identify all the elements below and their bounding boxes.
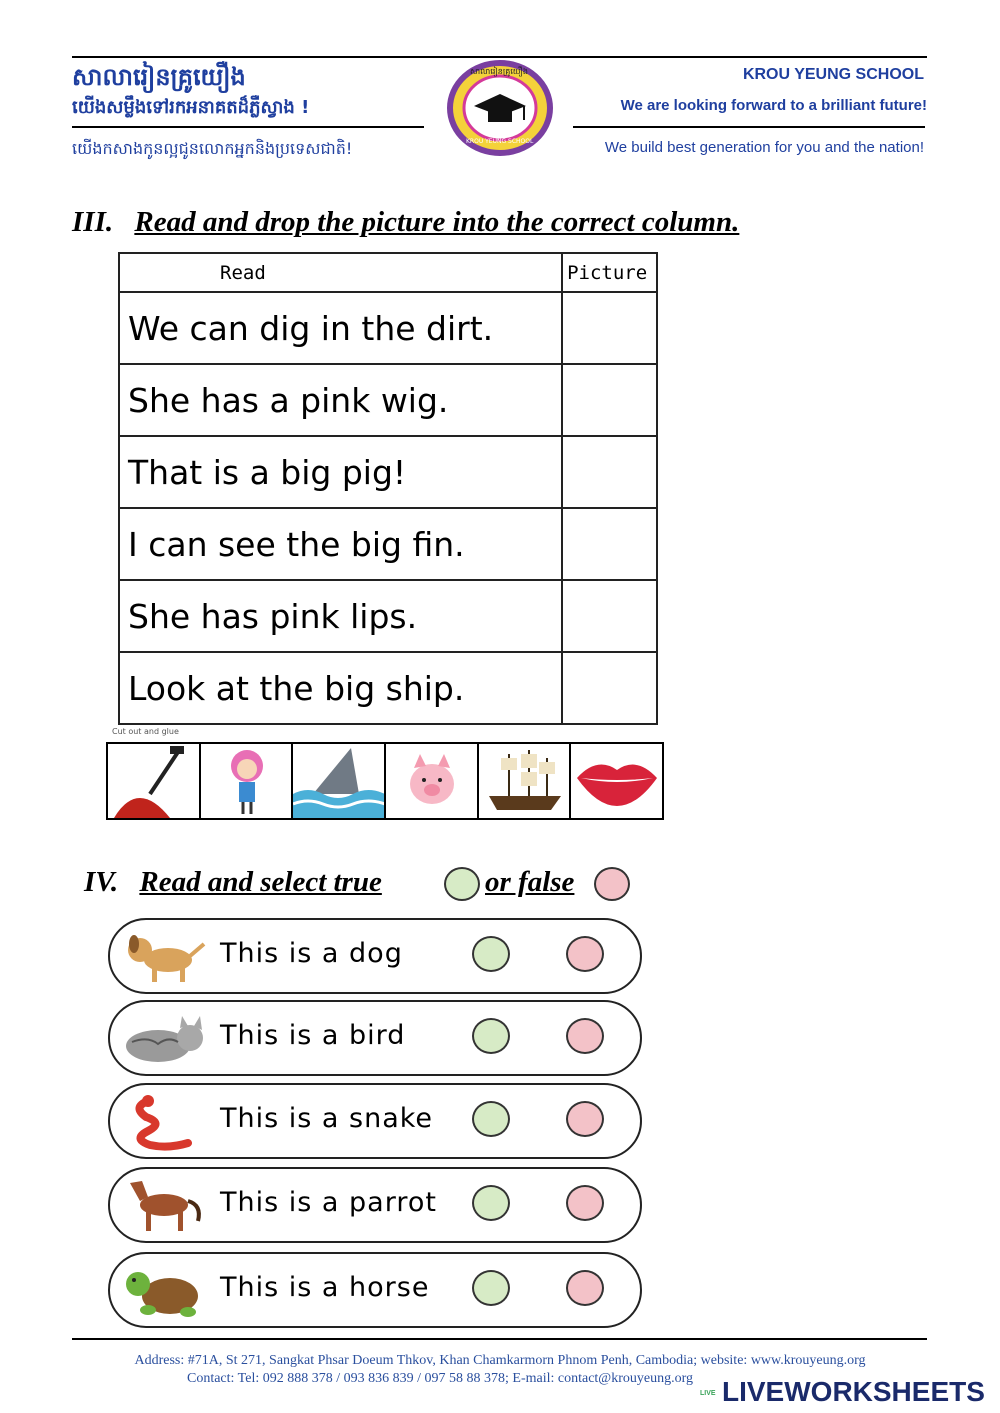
false-button[interactable]	[566, 1101, 604, 1137]
false-button[interactable]	[566, 1018, 604, 1054]
false-button[interactable]	[566, 1185, 604, 1221]
picture-drop-zone[interactable]	[562, 652, 657, 724]
turtle-icon	[118, 1260, 210, 1320]
sentence-cell: Look at the big ship.	[119, 652, 562, 724]
section4-instruction-false: or false	[485, 866, 575, 898]
draggable-picture-lips[interactable]	[571, 744, 662, 818]
statement-text: This is a dog	[220, 938, 403, 969]
section4-number: IV.	[84, 866, 119, 898]
contact-text: Contact: Tel: 092 888 378 / 093 836 839 / 097 58 88 378; E-mail:	[186, 1371, 558, 1386]
picture-drop-zone[interactable]	[562, 508, 657, 580]
true-button[interactable]	[472, 1101, 510, 1137]
section3-heading	[72, 206, 739, 239]
girl-pink-wig-icon	[201, 744, 293, 818]
slogan-en: We are looking forward to a brilliant future!	[620, 97, 927, 114]
cut-note: Cut out and glue	[112, 727, 179, 736]
statement-text: This is a snake	[220, 1103, 434, 1134]
logo-top-text: សាលារៀនគ្រូយឿង	[470, 67, 528, 76]
true-button[interactable]	[472, 1270, 510, 1306]
legend-false-dot	[594, 867, 630, 901]
picture-drop-zone[interactable]	[562, 292, 657, 364]
school-logo	[444, 58, 556, 158]
table-row	[119, 652, 657, 724]
picture-bank	[106, 742, 664, 820]
address-text: Address: #71A, St 271, Sangkat Phsar Doeum Thkov, Khan Chamkarmorn Phnom Penh, Cambodia; website:	[134, 1353, 751, 1368]
table-row	[119, 364, 657, 436]
draggable-picture-pig[interactable]	[386, 744, 479, 818]
brand-badge: LIVE	[700, 1389, 716, 1397]
table-row	[119, 292, 657, 364]
footer-rule	[72, 1338, 927, 1340]
lips-icon	[571, 744, 662, 818]
draggable-picture-girl-wig[interactable]	[201, 744, 294, 818]
table-row	[119, 508, 657, 580]
draggable-picture-fin[interactable]	[293, 744, 386, 818]
school-name-kh: សាលារៀនគ្រូយឿង	[72, 63, 246, 91]
col-read-header	[119, 253, 562, 292]
section3-number: III.	[72, 206, 114, 238]
sentence-cell: She has a pink wig.	[119, 364, 562, 436]
header-left-rule	[72, 126, 424, 128]
section4-heading	[84, 866, 382, 899]
header-right-rule	[573, 126, 925, 128]
logo-bottom-text: KROU YEUNG SCHOOL	[466, 138, 534, 145]
legend-true-dot	[444, 867, 480, 901]
table-header-row	[119, 253, 657, 292]
true-false-item	[108, 918, 642, 994]
slogan-kh: យើងសម្លឹងទៅរកអនាគតដ៏ភ្លឺស្វាង !	[72, 97, 310, 118]
footer-address	[0, 1353, 1000, 1369]
true-button[interactable]	[472, 1185, 510, 1221]
website-link[interactable]: www.krouyeung.org	[750, 1353, 866, 1368]
sentence-cell: I can see the big fin.	[119, 508, 562, 580]
shovel-dirt-icon	[108, 744, 200, 818]
true-false-item	[108, 1000, 642, 1076]
true-false-item	[108, 1252, 642, 1328]
draggable-picture-ship[interactable]	[479, 744, 572, 818]
col-picture-label: Picture	[567, 261, 648, 284]
cat-icon	[118, 1008, 210, 1068]
table-row	[119, 436, 657, 508]
pink-pig-icon	[386, 744, 478, 818]
true-false-item	[108, 1083, 642, 1159]
statement-text: This is a bird	[220, 1020, 406, 1051]
section4-instruction-false-wrap	[485, 866, 574, 899]
reading-table	[118, 252, 658, 725]
picture-drop-zone[interactable]	[562, 364, 657, 436]
ship-icon	[479, 744, 571, 818]
sentence-cell: She has pink lips.	[119, 580, 562, 652]
horse-icon	[118, 1175, 210, 1235]
section3-instruction: Read and drop the picture into the correct column.	[134, 206, 740, 238]
false-button[interactable]	[566, 936, 604, 972]
email-link[interactable]: contact@krouyeung.org	[557, 1371, 693, 1386]
statement-text: This is a parrot	[220, 1187, 437, 1218]
false-button[interactable]	[566, 1270, 604, 1306]
picture-drop-zone[interactable]	[562, 580, 657, 652]
col-read-label: Read	[220, 261, 266, 284]
sentence-cell: We can dig in the dirt.	[119, 292, 562, 364]
true-false-item	[108, 1167, 642, 1243]
col-picture-header	[562, 253, 657, 292]
shark-fin-icon	[293, 744, 385, 818]
section4-instruction-true: Read and select true	[139, 866, 382, 898]
sentence-cell: That is a big pig!	[119, 436, 562, 508]
dog-icon	[118, 926, 210, 986]
mission-en: We build best generation for you and the nation!	[604, 139, 924, 156]
table-row	[119, 580, 657, 652]
draggable-picture-shovel[interactable]	[108, 744, 201, 818]
mission-kh: យើងកសាងកូនល្អជូនលោកអ្នកនិងប្រទេសជាតិ!	[72, 139, 353, 158]
statement-text: This is a horse	[220, 1272, 430, 1303]
true-button[interactable]	[472, 1018, 510, 1054]
picture-drop-zone[interactable]	[562, 436, 657, 508]
true-button[interactable]	[472, 936, 510, 972]
snake-icon	[118, 1091, 210, 1151]
brand-name: LIVEWORKSHEETS	[722, 1376, 985, 1407]
liveworksheets-brand[interactable]	[700, 1376, 985, 1408]
school-name-en: KROU YEUNG SCHOOL	[742, 66, 924, 83]
